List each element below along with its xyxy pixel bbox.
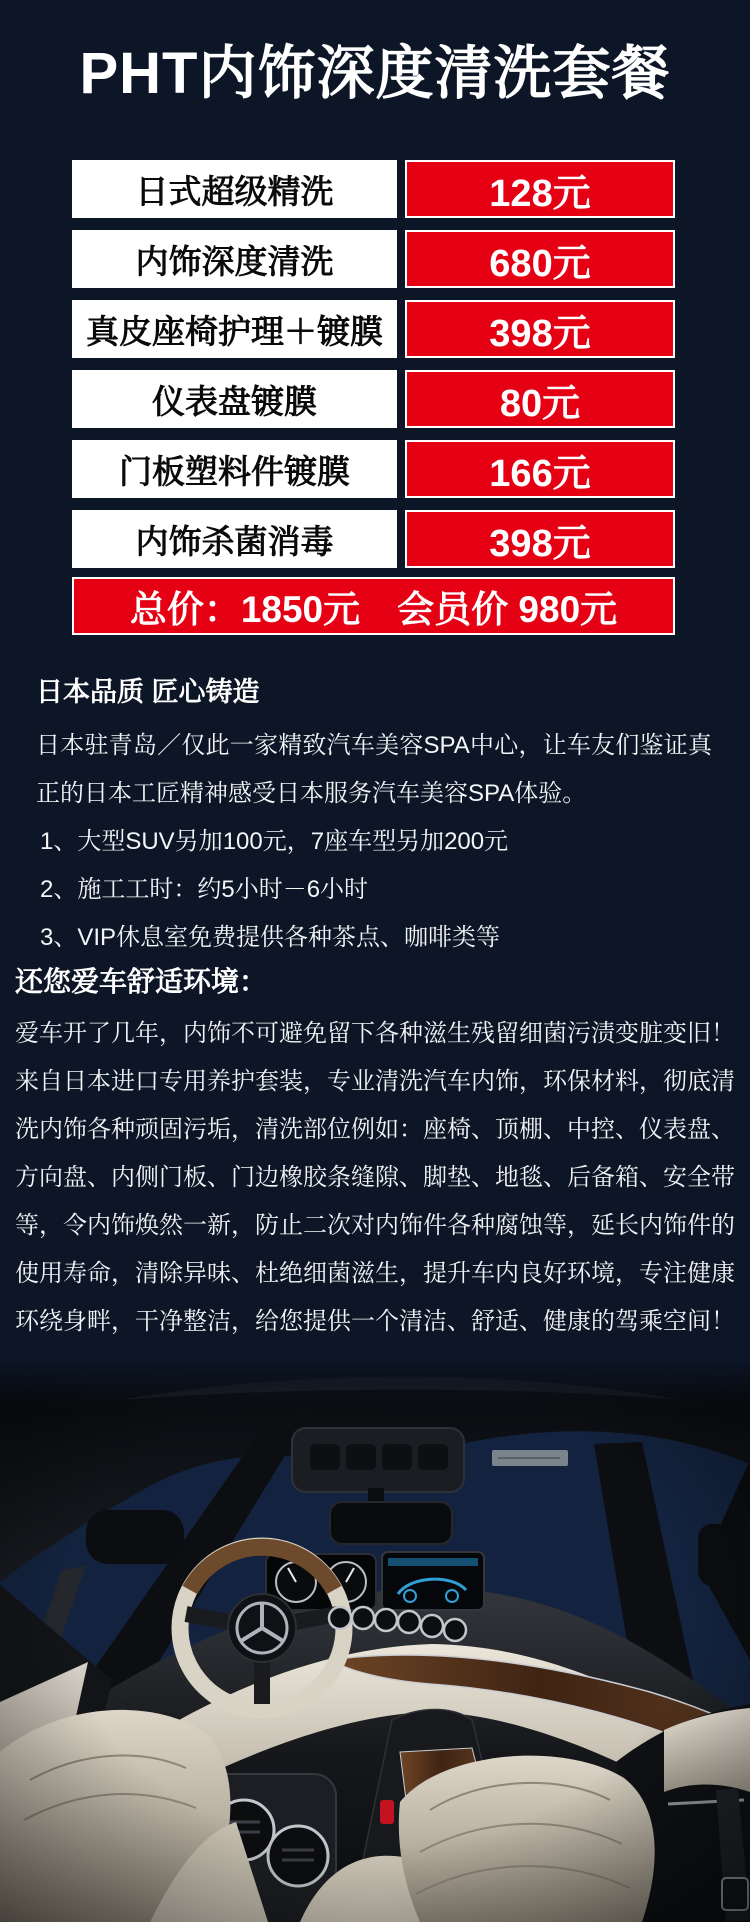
table-row (72, 230, 675, 288)
service-name: 内饰深度清洗 (72, 230, 397, 288)
intro-body: 日本驻青岛／仅此一家精致汽车美容SPA中心，让车友们鉴证真正的日本工匠精神感受日本服务汽车美容SPA体验。 (36, 732, 712, 807)
benefits-section (15, 962, 735, 1346)
price-table (72, 160, 675, 635)
service-name: 日式超级精洗 (72, 160, 397, 218)
note-item: 2、施工工时：约5小时－6小时 (40, 876, 369, 903)
price-value: 398元 (405, 510, 675, 568)
price-value: 128元 (405, 160, 675, 218)
price-value: 398元 (405, 300, 675, 358)
service-name: 内饰杀菌消毒 (72, 510, 397, 568)
note-item: 1、大型SUV另加100元，7座车型另加200元 (40, 828, 509, 855)
car-interior-photo (0, 1360, 750, 1922)
price-value: 166元 (405, 440, 675, 498)
table-row (72, 440, 675, 498)
total-price-bar: 总价：1850元 会员价 980元 (72, 577, 675, 635)
table-row (72, 510, 675, 568)
notes-list (36, 818, 712, 962)
price-value: 80元 (405, 370, 675, 428)
intro-heading: 日本品质 匠心铸造 (36, 677, 260, 707)
car-interior-illustration (0, 1360, 750, 1922)
table-row (72, 300, 675, 358)
page-title: PHT内饰深度清洗套餐 (79, 41, 671, 106)
table-row (72, 370, 675, 428)
benefits-body: 爱车开了几年，内饰不可避免留下各种滋生残留细菌污渍变脏变旧！来自日本进口专用养护套装，专业清洗汽车内饰，环保材料，彻底清洗内饰各种顽固污垢，清洗部位例如：座椅、顶棚、中控、仪表盘、方向盘、内侧门板、门边橡胶条缝隙、脚垫、地毯、后备箱、安全带等，令内饰焕然一新，防止二次对内饰件各种腐蚀等，延长内饰件的使用寿命，清除异味、杜绝细菌滋生，提升车内良好环境，专注健康环绕身畔，干净整洁，给您提供一个清洁、舒适、健康的驾乘空间！ (15, 1020, 735, 1335)
note-item: 3、VIP休息室免费提供各种茶点、咖啡类等 (40, 924, 501, 951)
intro-section (36, 672, 712, 962)
price-value: 680元 (405, 230, 675, 288)
table-row (72, 160, 675, 218)
service-name: 门板塑料件镀膜 (72, 440, 397, 498)
benefits-heading: 还您爱车舒适环境： (15, 966, 268, 997)
service-name: 仪表盘镀膜 (72, 370, 397, 428)
service-name: 真皮座椅护理＋镀膜 (72, 300, 397, 358)
